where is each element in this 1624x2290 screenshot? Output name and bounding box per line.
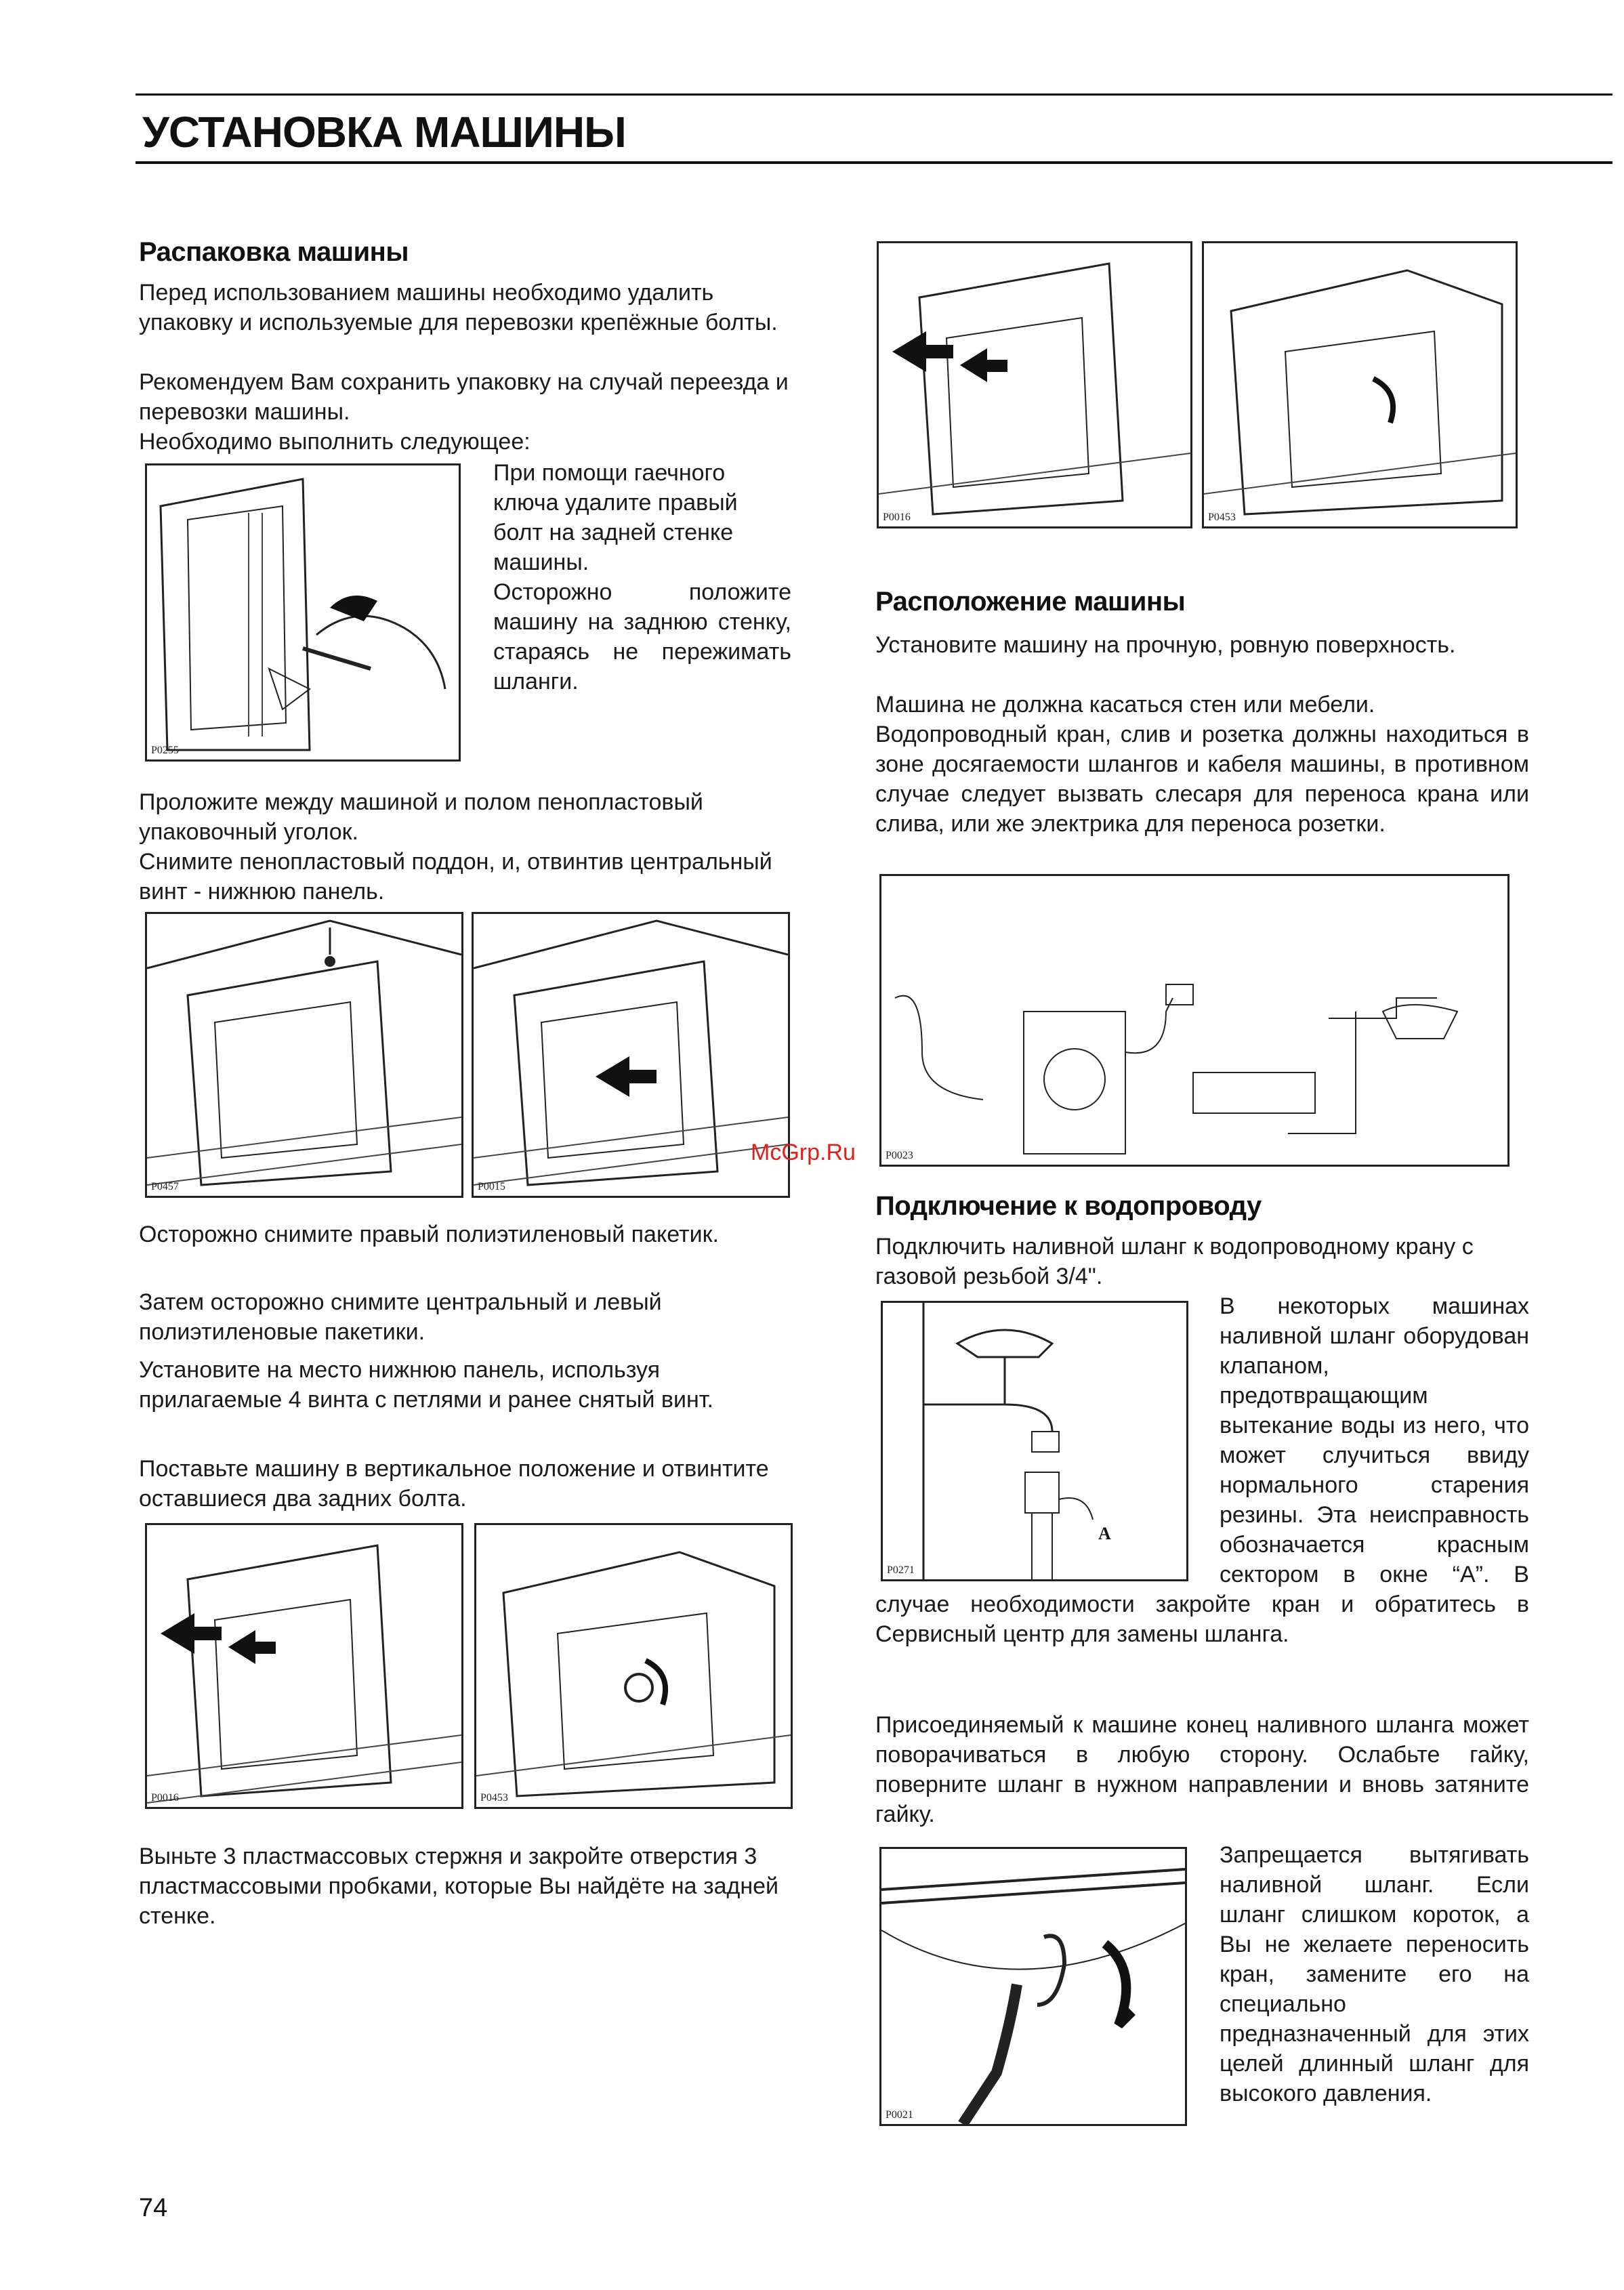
figure-code: P0023	[886, 1150, 913, 1161]
unpacking-step7: Установите на место нижнюю панель, используя прилагаемые 4 винта с петлями и ранее снятый винт.	[139, 1357, 713, 1413]
water-p2: В некоторых машинах наливной шланг оборудован клапаном, предотвращающим вытекание воды из него, что может случиться ввиду нормального старения резины. Эта неисправность обозначается красным сектором в окне “А”. В случае необходимости закройте кран и обратитесь в Сервисный центр для замены шланга.	[875, 1293, 1529, 1647]
page-title: УСТАНОВКА МАШИНЫ	[142, 108, 626, 157]
placement-p2: Машина не должна касаться стен или мебели.	[875, 692, 1375, 717]
water-p3: Присоединяемый к машине конец наливного шланга может поворачиваться в любую сторону. Ослабьте гайку, поверните шланг в нужном направлении и вновь затяните гайку.	[875, 1712, 1529, 1827]
unpacking-step1: При помощи гаечного ключа удалите правый болт на задней стенке машины.	[493, 460, 738, 575]
unpacking-step8: Поставьте машину в вертикальное положение и отвинтите оставшиеся два задних болта.	[139, 1456, 769, 1512]
figure-panel-remove	[472, 912, 790, 1198]
unpacking-step6: Затем осторожно снимите центральный и левый полиэтиленовые пакетики.	[139, 1289, 662, 1345]
top-rule	[136, 93, 1612, 96]
unpacking-step5: Осторожно снимите правый полиэтиленовый пакетик.	[139, 1222, 719, 1247]
figure-top-bolts-right	[1202, 241, 1518, 528]
figure-code: P0453	[1208, 512, 1236, 523]
water-heading: Подключение к водопроводу	[875, 1191, 1262, 1221]
figure-code: P0255	[151, 745, 179, 756]
water-p4: Запрещается вытягивать наливной шланг. Если шланг слишком короток, а Вы не желаете переносить кран, замените его на специально предназначенный для этих целей длинный шланг для высокого давления.	[1220, 1842, 1529, 2106]
figure-code: P0016	[883, 512, 911, 523]
figure-top-bolts-left	[877, 241, 1192, 528]
unpacking-heading: Распаковка машины	[139, 237, 409, 267]
wrench-illustration	[147, 465, 459, 759]
figure-code: P0015	[478, 1181, 505, 1192]
figure-bolts-right	[474, 1523, 793, 1809]
figure-code: P0453	[480, 1792, 508, 1804]
tap-label-a: A	[1098, 1524, 1111, 1543]
figure-code: P0271	[887, 1564, 915, 1576]
unpacking-intro: Перед использованием машины необходимо удалить упаковку и используемые для перевозки крепёжные болты.	[139, 280, 778, 335]
unpacking-recommend: Рекомендуем Вам сохранить упаковку на случай переезда и перевозки машины.	[139, 369, 789, 425]
watermark: McGrp.Ru	[751, 1140, 856, 1165]
figure-placement	[879, 874, 1510, 1167]
figure-wrench	[145, 463, 461, 762]
figure-code: P0457	[151, 1181, 179, 1192]
water-p1: Подключить наливной шланг к водопроводному крану с газовой резьбой 3/4".	[875, 1234, 1474, 1289]
unpacking-step9: Выньте 3 пластмассовых стержня и закройте отверстия 3 пластмассовыми пробками, которые Вы найдёте на задней стенке.	[139, 1844, 779, 1929]
placement-heading: Расположение машины	[875, 587, 1186, 617]
unpacking-steps-intro: Необходимо выполнить следующее:	[139, 429, 530, 455]
unpacking-step2: Осторожно положите машину на заднюю стенку, стараясь не пережимать шланги.	[493, 579, 791, 694]
placement-p1: Установите машину на прочную, ровную поверхность.	[875, 632, 1456, 658]
page-number: 74	[139, 2194, 168, 2222]
figure-code: P0021	[886, 2109, 913, 2121]
title-underline	[136, 161, 1612, 164]
unpacking-step4: Снимите пенопластовый поддон, и, отвинтив центральный винт - нижнюю панель.	[139, 849, 772, 904]
placement-p3: Водопроводный кран, слив и розетка должны находиться в зоне досягаемости шлангов и кабеля машины, в противном случае следует вызвать слесаря для переноса крана или слива, или же электрика для переноса розетки.	[875, 722, 1529, 837]
unpacking-step3: Проложите между машиной и полом пенопластовый упаковочный уголок.	[139, 789, 703, 845]
figure-code: P0016	[151, 1792, 179, 1804]
figure-panel-screw	[145, 912, 463, 1198]
figure-bolts-left	[145, 1523, 463, 1809]
